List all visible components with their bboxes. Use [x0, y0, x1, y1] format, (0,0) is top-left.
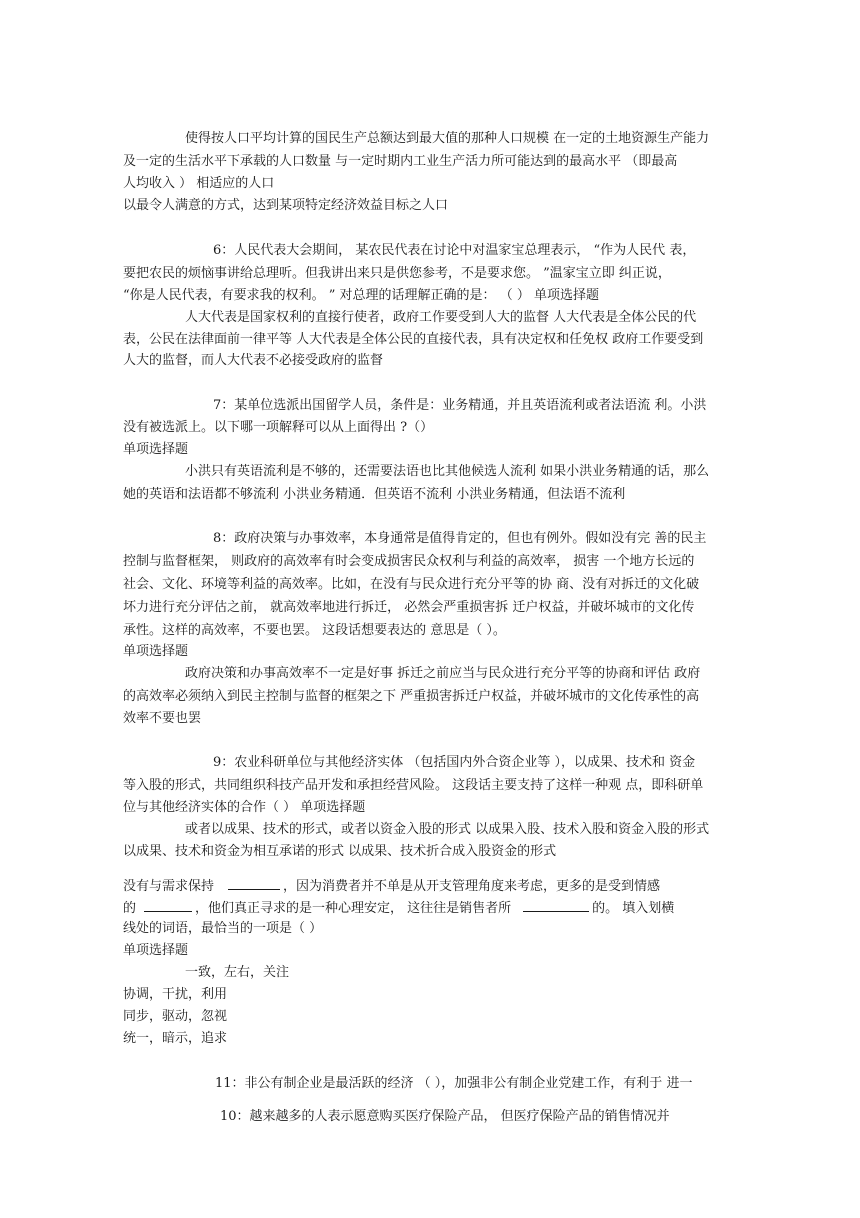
q10-line2-part-b: ，他们真正寻求的是一种心理安定， 这往往是销售者所	[195, 901, 512, 916]
q10-question-line-2	[123, 897, 674, 920]
q8-options-line-2: 的高效率必须纳入到民主控制与监督的框架之下 严重损害拆迁户权益，并破坏城市的文化传承性的高	[123, 689, 700, 704]
q7-question-line-2: 没有被选派上。以下哪一项解释可以从上面得出 ?（）	[123, 420, 434, 435]
q10-line2-part-a: 的	[123, 901, 137, 916]
q10-line1-part-a: 没有与需求保持	[123, 879, 215, 894]
q8-question-line-5: 承性。这样的高效率，不要也罢。 这段话想要表达的 意思是（ ）。	[123, 623, 506, 638]
q6-question-line-1: 6：人民代表大会期间， 某农民代表在讨论中对温家宝总理表示， “作为人民代 表，	[213, 243, 696, 258]
blank-3	[523, 897, 589, 912]
q7-options-line-1: 小洪只有英语流利是不够的，还需要法语也比其他候选人流利 如果小洪业务精通的话，那么	[185, 464, 710, 479]
blank-1	[228, 875, 280, 890]
intro-line-1: 使得按人口平均计算的国民生产总额达到最大值的那种人口规模 在一定的土地资源生产能力	[185, 131, 710, 146]
q10-question-line-3: 线处的词语，最恰当的一项是（ ）	[123, 921, 323, 936]
intro-line-2: 及一定的生活水平下承载的人口数量 与一定时期内工业生产活力所可能达到的最高水平 （即最高	[123, 154, 678, 169]
q9-options-line-2: 以成果、技术和资金为相互承诺的形式 以成果、技术折合成入股资金的形式	[123, 844, 557, 859]
q7-type: 单项选择题	[123, 442, 189, 457]
q8-question-line-2: 控制与监督框架， 则政府的高效率有时会变成损害民众权利与利益的高效率， 损害 一个地方长远的	[123, 554, 695, 569]
q10-line2-part-c: 的。 填入划横	[592, 901, 675, 916]
q6-options-line-2: 表，公民在法律面前一律平等 人大代表是全体公民的直接代表，具有决定权和任免权 政府工作要受到	[123, 332, 704, 347]
q9-options-line-1: 或者以成果、技术的形式，或者以资金入股的形式 以成果入股、技术入股和资金入股的形式	[185, 822, 710, 837]
q8-question-line-3: 社会、文化、环境等利益的高效率。比如，在没有与民众进行充分平等的协 商、没有对拆迁的文化破	[123, 577, 700, 592]
q8-options-line-1: 政府决策和办事高效率不一定是好事 拆迁之前应当与民众进行充分平等的协商和评估 政府	[185, 666, 701, 681]
q6-options-line-3: 人大的监督，而人大代表不必接受政府的监督	[123, 353, 384, 368]
q10-type: 单项选择题	[123, 943, 189, 958]
q8-question-line-1: 8：政府决策与办事效率，本身通常是值得肯定的，但也有例外。假如没有完 善的民主	[213, 531, 707, 546]
q9-question-line-1: 9：农业科研单位与其他经济实体 （包括国内外合资企业等 ），以成果、技术和 资金	[213, 755, 696, 770]
q11-question-line: 11：非公有制企业是最活跃的经济 （ ），加强非公有制企业党建工作，有利于 进一	[215, 1076, 693, 1091]
intro-line-4: 以最令人满意的方式，达到某项特定经济效益目标之人口	[123, 198, 449, 213]
q6-options-line-1: 人大代表是国家权利的直接行使者，政府工作要受到人大的监督 人大代表是全体公民的代	[185, 310, 697, 325]
q10-option-2: 协调，干扰，利用	[123, 987, 228, 1002]
q8-question-line-4: 坏力进行充分评估之前， 就高效率地进行拆迁， 必然会严重损害拆 迁户权益，并破坏城市的文化传	[123, 600, 695, 615]
blank-2	[144, 897, 192, 912]
q7-question-line-1: 7：某单位选派出国留学人员，条件是：业务精通，并且英语流利或者法语流 利。小洪	[213, 398, 707, 413]
q10-question-line-1	[123, 875, 660, 898]
q10-option-1: 一致，左右，关注	[185, 965, 290, 980]
q6-question-line-2: 要把农民的烦恼事讲给总理听。但我讲出来只是供您参考，不是要求您。 ”温家宝立即 纠正说，	[123, 266, 671, 281]
intro-line-3: 人均收入 ） 相适应的人口	[123, 176, 275, 191]
q10-option-4: 统一，暗示，追求	[123, 1031, 228, 1046]
q10-header-line: 10：越来越多的人表示愿意购买医疗保险产品， 但医疗保险产品的销售情况并	[220, 1109, 670, 1124]
q6-question-line-3: “你是人民代表，有要求我的权利。 ” 对总理的话理解正确的是： （ ） 单项选择题	[123, 288, 599, 303]
q10-line1-part-b: ，因为消费者并不单是从开支管理角度来考虑，更多的是受到情感	[283, 879, 661, 894]
q8-options-line-3: 效率不要也罢	[123, 711, 202, 726]
q9-question-line-3: 位与其他经济实体的合作（ ） 单项选择题	[123, 800, 366, 815]
q10-option-3: 同步，驱动，忽视	[123, 1009, 228, 1024]
q7-options-line-2: 她的英语和法语都不够流利 小洪业务精通．但英语不流利 小洪业务精通，但法语不流利	[123, 487, 626, 502]
q8-type: 单项选择题	[123, 644, 189, 659]
q9-question-line-2: 等入股的形式，共同组织科技产品开发和承担经营风险。 这段话主要支持了这样一种观 点，即科研单	[123, 778, 704, 793]
